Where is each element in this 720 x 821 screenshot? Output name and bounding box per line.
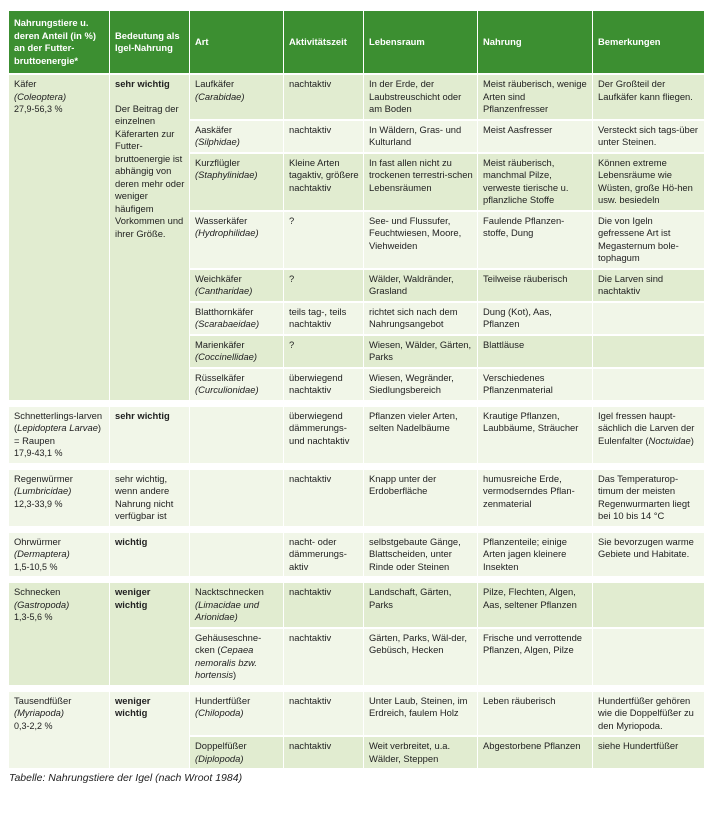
remarks-cell: siehe Hundertfüßer (593, 737, 704, 768)
food-cell: Pilze, Flechten, Algen, Aas, seltener Pflanzen (478, 583, 592, 627)
table-row (9, 470, 704, 526)
activity-cell: nachtaktiv (284, 75, 363, 119)
species-cell (190, 470, 283, 526)
header-remarks: Bemerkungen (593, 11, 704, 73)
row-separator (9, 687, 704, 690)
food-cell: Blattläuse (478, 336, 592, 367)
species-cell: Kurzflügler (Staphylinidae) (190, 154, 283, 210)
food-cell: humusreiche Erde, vermodserndes Pflan-zenmaterial (478, 470, 592, 526)
row-separator (9, 578, 704, 581)
header-importance: Bedeutung als Igel-Nahrung (110, 11, 189, 73)
group-cell-schnecken: Schnecken (Gastropoda) 1,3-5,6 % (9, 583, 109, 685)
importance-cell: weniger wichtig (110, 692, 189, 769)
table-row (9, 692, 704, 736)
remarks-cell: Der Großteil der Laufkäfer kann fliegen. (593, 75, 704, 119)
table-row (9, 407, 704, 463)
remarks-cell: Versteckt sich tags-über unter Steinen. (593, 121, 704, 152)
remarks-cell: Igel fressen haupt-sächlich die Larven der Eulenfalter (Noctuidae) (593, 407, 704, 463)
group-cell-tausend: Tausendfüßer (Myriapoda) 0,3-2,2 % (9, 692, 109, 769)
species-cell: Doppelfüßer (Diplopoda) (190, 737, 283, 768)
activity-cell: ? (284, 336, 363, 367)
habitat-cell: Wälder, Waldränder, Grasland (364, 270, 477, 301)
food-cell: Abgestorbene Pflanzen (478, 737, 592, 768)
remarks-cell (593, 583, 704, 627)
header-food: Nahrung (478, 11, 592, 73)
habitat-cell: richtet sich nach dem Nahrungsangebot (364, 303, 477, 334)
habitat-cell: Unter Laub, Steinen, im Erdreich, faulem Holz (364, 692, 477, 736)
remarks-cell: Die Larven sind nachtaktiv (593, 270, 704, 301)
remarks-cell: Können extreme Lebensräume wie Wüsten, große Hö-hen usw. besiedeln (593, 154, 704, 210)
species-cell: Hundertfüßer (Chilopoda) (190, 692, 283, 736)
prey-table (8, 9, 705, 770)
remarks-cell (593, 629, 704, 685)
habitat-cell: Gärten, Parks, Wäl-der, Gebüsch, Hecken (364, 629, 477, 685)
species-cell: Rüsselkäfer (Curculionidae) (190, 369, 283, 400)
species-cell: Gehäuseschne-cken (Cepaea nemoralis bzw. hortensis) (190, 629, 283, 685)
group-cell-schmetterling: Schnetterlings-larven (Lepidoptera Larvae) = Raupen 17,9-43,1 % (9, 407, 109, 463)
species-cell (190, 533, 283, 577)
food-cell: Faulende Pflanzen-stoffe, Dung (478, 212, 592, 268)
activity-cell: teils tag-, teils nachtaktiv (284, 303, 363, 334)
species-cell: Aaskäfer (Silphidae) (190, 121, 283, 152)
activity-cell: nachtaktiv (284, 629, 363, 685)
activity-cell: nachtaktiv (284, 737, 363, 768)
importance-cell: sehr wichtig, wenn andere Nahrung nicht verfügbar ist (110, 470, 189, 526)
habitat-cell: See- und Flussufer, Feuchtwiesen, Moore, Viehweiden (364, 212, 477, 268)
header-row (9, 11, 704, 73)
habitat-cell: Landschaft, Gärten, Parks (364, 583, 477, 627)
header-species: Art (190, 11, 283, 73)
habitat-cell: In der Erde, der Laubstreuschicht oder am Boden (364, 75, 477, 119)
remarks-cell (593, 303, 704, 334)
header-group: Nahrungstiere u. deren Anteil (in %) an der Futter-bruttoenergie* (9, 11, 109, 73)
importance-cell: wichtig (110, 533, 189, 577)
activity-cell: nachtaktiv (284, 692, 363, 736)
food-cell: Pflanzenteile; einige Arten jagen kleinere Insekten (478, 533, 592, 577)
food-cell: Meist räuberisch, manchmal Pilze, verweste tierische u. pflanzliche Stoffe (478, 154, 592, 210)
species-cell: Weichkäfer (Cantharidae) (190, 270, 283, 301)
habitat-cell: In fast allen nicht zu trockenen terrestri-schen Lebensräumen (364, 154, 477, 210)
table-row (9, 75, 704, 119)
food-cell: Krautige Pflanzen, Laubbäume, Sträucher (478, 407, 592, 463)
habitat-cell: Weit verbreitet, u.a. Wälder, Steppen (364, 737, 477, 768)
species-cell: Laufkäfer (Carabidae) (190, 75, 283, 119)
activity-cell: überwiegend nachtaktiv (284, 369, 363, 400)
species-cell (190, 407, 283, 463)
habitat-cell: Wiesen, Wegränder, Siedlungsbereich (364, 369, 477, 400)
habitat-cell: selbstgebaute Gänge, Blattscheiden, unter Rinde oder Steinen (364, 533, 477, 577)
row-separator (9, 465, 704, 468)
food-cell: Verschiedenes Pflanzenmaterial (478, 369, 592, 400)
importance-cell: weniger wichtig (110, 583, 189, 685)
remarks-cell (593, 369, 704, 400)
activity-cell: nachtaktiv (284, 470, 363, 526)
table-row (9, 533, 704, 577)
food-cell: Leben räuberisch (478, 692, 592, 736)
habitat-cell: Wiesen, Wälder, Gärten, Parks (364, 336, 477, 367)
header-activity: Aktivitätszeit (284, 11, 363, 73)
activity-cell: nacht- oder dämmerungs-aktiv (284, 533, 363, 577)
row-separator (9, 528, 704, 531)
activity-cell: nachtaktiv (284, 121, 363, 152)
remarks-cell: Das Temperaturop-timum der meisten Regenwurmarten liegt bei 10 bis 14 °C (593, 470, 704, 526)
remarks-cell: Hundertfüßer gehören wie die Doppelfüßer zu den Myriopoda. (593, 692, 704, 736)
activity-cell: Kleine Arten tagaktiv, größere nachtaktiv (284, 154, 363, 210)
activity-cell: überwiegend dämmerungs- und nachtaktiv (284, 407, 363, 463)
species-cell: Blatthornkäfer (Scarabaeidae) (190, 303, 283, 334)
food-cell: Meist räuberisch, wenige Arten sind Pflanzenfresser (478, 75, 592, 119)
group-cell-kaefer: Käfer (Coleoptera) 27,9-56,3 % (9, 75, 109, 400)
habitat-cell: Pflanzen vieler Arten, selten Nadelbäume (364, 407, 477, 463)
importance-cell: sehr wichtig (110, 407, 189, 463)
importance-cell-kaefer: sehr wichtig Der Beitrag der einzelnen Käferarten zur Futter-bruttoenergie ist abhängig von deren mehr oder weniger häufigem Vorkommen und ihrer Größe. (110, 75, 189, 400)
species-cell: Nacktschnecken (Limacidae und Arionidae) (190, 583, 283, 627)
food-cell: Dung (Kot), Aas, Pflanzen (478, 303, 592, 334)
activity-cell: nachtaktiv (284, 583, 363, 627)
table-row (9, 583, 704, 627)
remarks-cell: Die von Igeln gefressene Art ist Megasternum bole-tophagum (593, 212, 704, 268)
species-cell: Wasserkäfer (Hydrophilidae) (190, 212, 283, 268)
species-cell: Marienkäfer (Coccinellidae) (190, 336, 283, 367)
habitat-cell: In Wäldern, Gras- und Kulturland (364, 121, 477, 152)
food-cell: Meist Aasfresser (478, 121, 592, 152)
table-caption: Tabelle: Nahrungstiere der Igel (nach Wroot 1984) (9, 772, 243, 784)
remarks-cell: Sie bevorzugen warme Gebiete und Habitate. (593, 533, 704, 577)
activity-cell: ? (284, 212, 363, 268)
row-separator (9, 402, 704, 405)
habitat-cell: Knapp unter der Erdoberfläche (364, 470, 477, 526)
group-cell-regenwurm: Regenwürmer (Lumbricidae) 12,3-33,9 % (9, 470, 109, 526)
remarks-cell (593, 336, 704, 367)
food-cell: Teilweise räuberisch (478, 270, 592, 301)
group-cell-ohrwurm: Ohrwürmer (Dermaptera) 1,5-10,5 % (9, 533, 109, 577)
activity-cell: ? (284, 270, 363, 301)
food-cell: Frische und verrottende Pflanzen, Algen, Pilze (478, 629, 592, 685)
header-habitat: Lebensraum (364, 11, 477, 73)
